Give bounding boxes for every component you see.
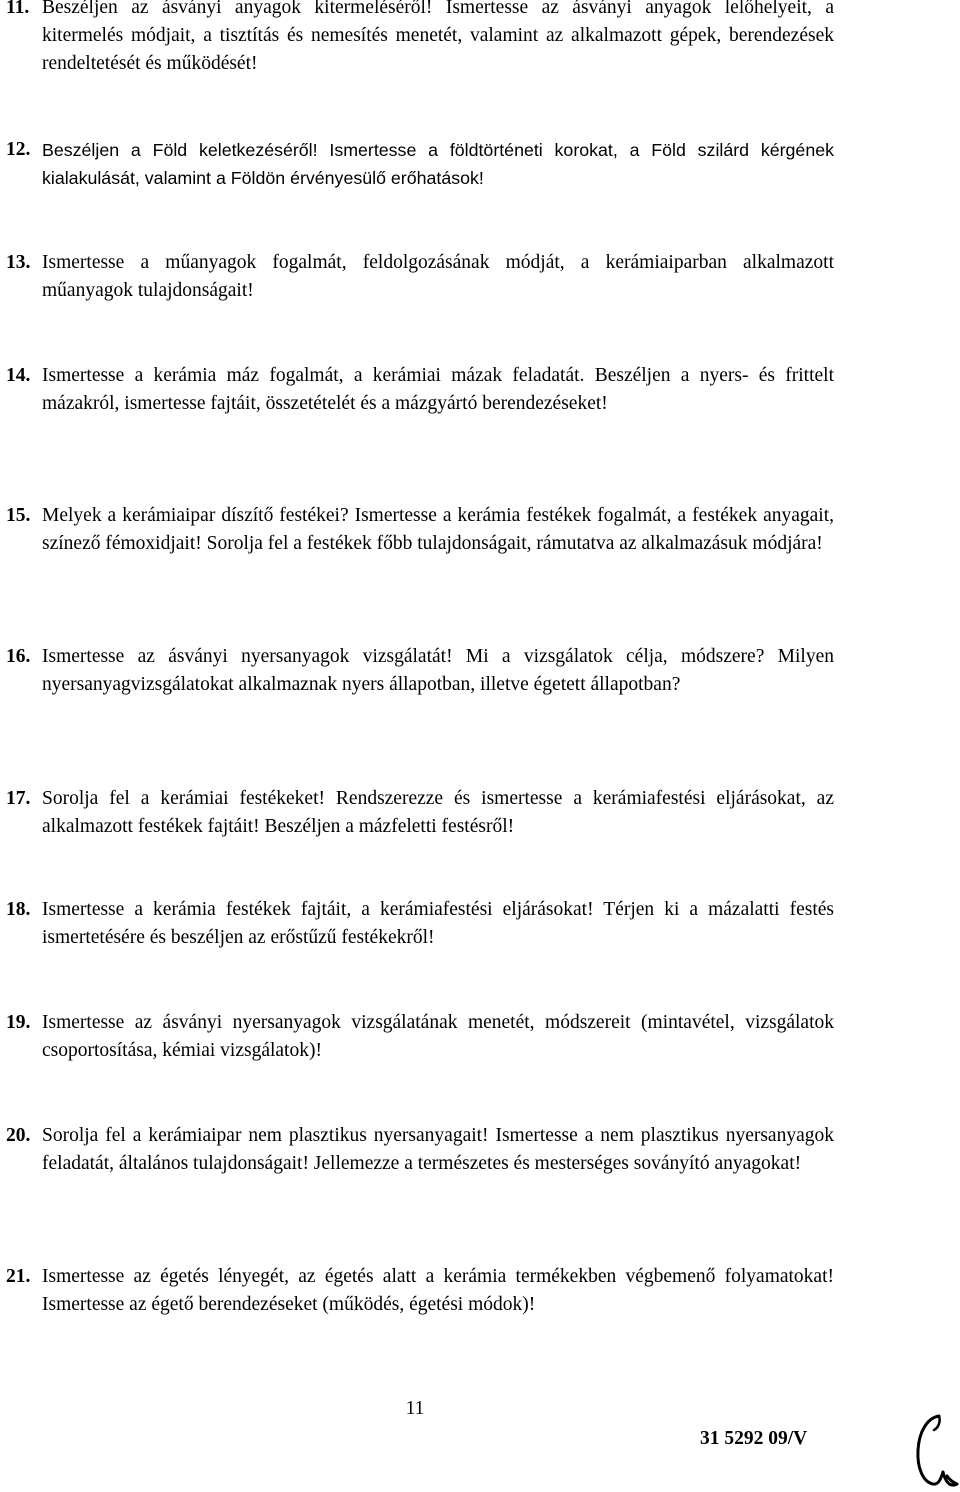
question-text: Ismertesse a műanyagok fogalmát, feldolgozásának módját, a kerámiaiparban alkalmazott műanyagok tulajdonságait!: [42, 252, 834, 301]
question-text: Melyek a kerámiaipar díszítő festékei? Ismertesse a kerámia festékek fogalmát, a festékek anyagait, színező fémoxidjait! Sorolja fel a festékek főbb tulajdonságait, rámutatva az alkalmazásuk módjára!: [42, 505, 834, 554]
question-number: 17.: [6, 788, 31, 809]
question-text: Ismertesse az égetés lényegét, az égetés alatt a kerámia termékekben végbemenő folyamatokat! Ismertesse az égető berendezéseket (működés, égetési módok)!: [42, 1266, 834, 1315]
document-code: 31 5292 09/V: [700, 1428, 808, 1449]
question-text: Ismertesse a kerámia festékek fajtáit, a kerámiafestési eljárásokat! Térjen ki a mázalatti festés ismertetésére és beszéljen az erőstűzű festékekről!: [42, 899, 834, 948]
question-number: 13.: [6, 252, 31, 273]
question-number: 11.: [6, 0, 30, 18]
question-number: 12.: [6, 139, 31, 160]
question-number: 19.: [6, 1012, 31, 1033]
question-text: Beszéljen az ásványi anyagok kitermeléséről! Ismertesse az ásványi anyagok lelőhelyeit, a kitermelés módjait, a tisztítás és nemesítés menetét, valamint az alkalmazott gépek, berendezések rendeltetését és működését!: [42, 0, 834, 74]
question-text: Ismertesse az ásványi nyersanyagok vizsgálatát! Mi a vizsgálatok célja, módszere? Milyen nyersanyagvizsgálatokat alkalmaznak nyers állapotban, illetve égetett állapotban?: [42, 646, 834, 695]
question-number: 14.: [6, 365, 31, 386]
question-text: Ismertesse a kerámia máz fogalmát, a kerámiai mázak feladatát. Beszéljen a nyers- és frittelt mázakról, ismertesse fajtáit, összetételét és a mázgyártó berendezéseket!: [42, 365, 834, 414]
question-number: 16.: [6, 646, 31, 667]
question-number: 21.: [6, 1266, 31, 1287]
question-text: Beszéljen a Föld keletkezéséről! Ismertesse a földtörténeti korokat, a Föld szilárd kérgének kialakulását, valamint a Földön érvényesülő erőhatások!: [42, 140, 834, 188]
page-number: 11: [405, 1398, 425, 1419]
question-text: Sorolja fel a kerámiai festékeket! Rendszerezze és ismertesse a kerámiafestési eljárásokat, az alkalmazott festékek fajtáit! Beszéljen a mázfeletti festésről!: [42, 788, 834, 837]
question-text: Sorolja fel a kerámiaipar nem plasztikus nyersanyagait! Ismertesse a nem plasztikus nyersanyagok feladatát, általános tulajdonságait! Jellemezze a természetes és mesterséges soványító anyagokat!: [42, 1125, 834, 1174]
question-number: 20.: [6, 1125, 31, 1146]
signature-mark: [905, 1408, 960, 1492]
question-number: 15.: [6, 505, 31, 526]
question-number: 18.: [6, 899, 31, 920]
question-text: Ismertesse az ásványi nyersanyagok vizsgálatának menetét, módszereit (mintavétel, vizsgálatok csoportosítása, kémiai vizsgálatok)!: [42, 1012, 834, 1061]
